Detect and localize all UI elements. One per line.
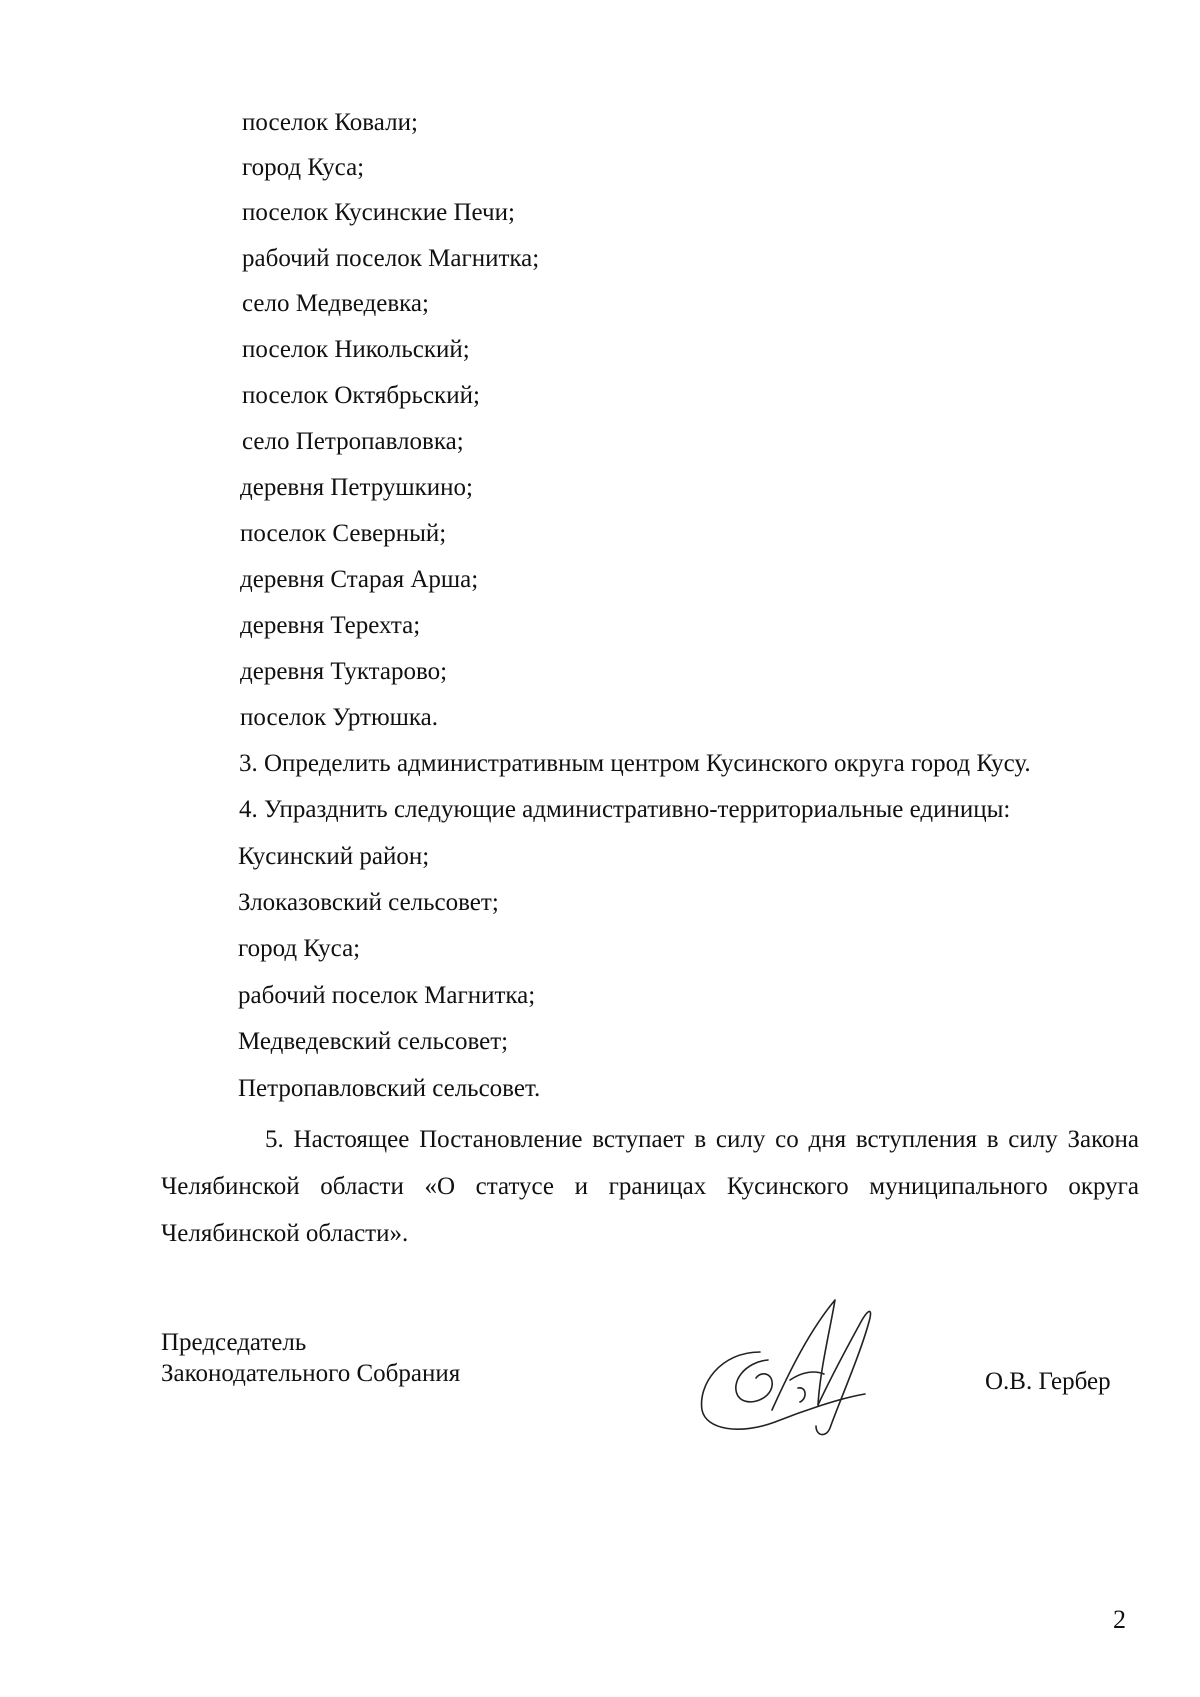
list-item: Злоказовский сельсовет;: [238, 889, 499, 916]
list-item: Медведевский сельсовет;: [238, 1028, 509, 1055]
list-item: деревня Туктарово;: [240, 658, 448, 685]
list-item: город Куса;: [242, 154, 365, 181]
list-item: рабочий поселок Магнитка;: [238, 982, 536, 1009]
signer-title-line-1: Председатель: [161, 1329, 307, 1356]
list-item: поселок Кусинские Печи;: [242, 199, 515, 226]
handwritten-signature: [690, 1290, 910, 1440]
signer-title-line-2: Законодательного Собрания: [161, 1360, 461, 1387]
list-item: село Петропавловка;: [242, 428, 464, 455]
paragraph-item-5: 5. Настоящее Постановление вступает в силу со дня вступления в силу Закона Челябинской области «О статусе и границах Кусинского муниципального округа Челябинской области».: [161, 1126, 1139, 1247]
list-item: деревня Старая Арша;: [240, 566, 479, 593]
list-item: деревня Петрушкино;: [240, 474, 473, 501]
list-item: село Медведевка;: [242, 290, 429, 317]
list-item: поселок Уртюшка.: [240, 704, 439, 731]
paragraph-item-3: 3. Определить административным центром Кусинского округа город Кусу.: [239, 750, 1031, 777]
list-item: поселок Никольский;: [242, 336, 470, 363]
page-number: 2: [1113, 1605, 1126, 1634]
list-item: Петропавловский сельсовет.: [238, 1075, 541, 1102]
paragraph-item-4-heading: 4. Упразднить следующие административно-территориальные единицы:: [239, 796, 1011, 823]
list-item: поселок Октябрьский;: [242, 382, 480, 409]
list-item: город Куса;: [238, 935, 361, 962]
list-item: рабочий поселок Магнитка;: [242, 245, 540, 272]
signer-name: О.В. Гербер: [985, 1368, 1111, 1395]
list-item: поселок Северный;: [240, 520, 447, 547]
signer-title: [161, 1327, 460, 1389]
list-item: Кусинский район;: [238, 843, 430, 870]
list-item: поселок Ковали;: [242, 109, 418, 136]
list-item: деревня Терехта;: [240, 612, 421, 639]
